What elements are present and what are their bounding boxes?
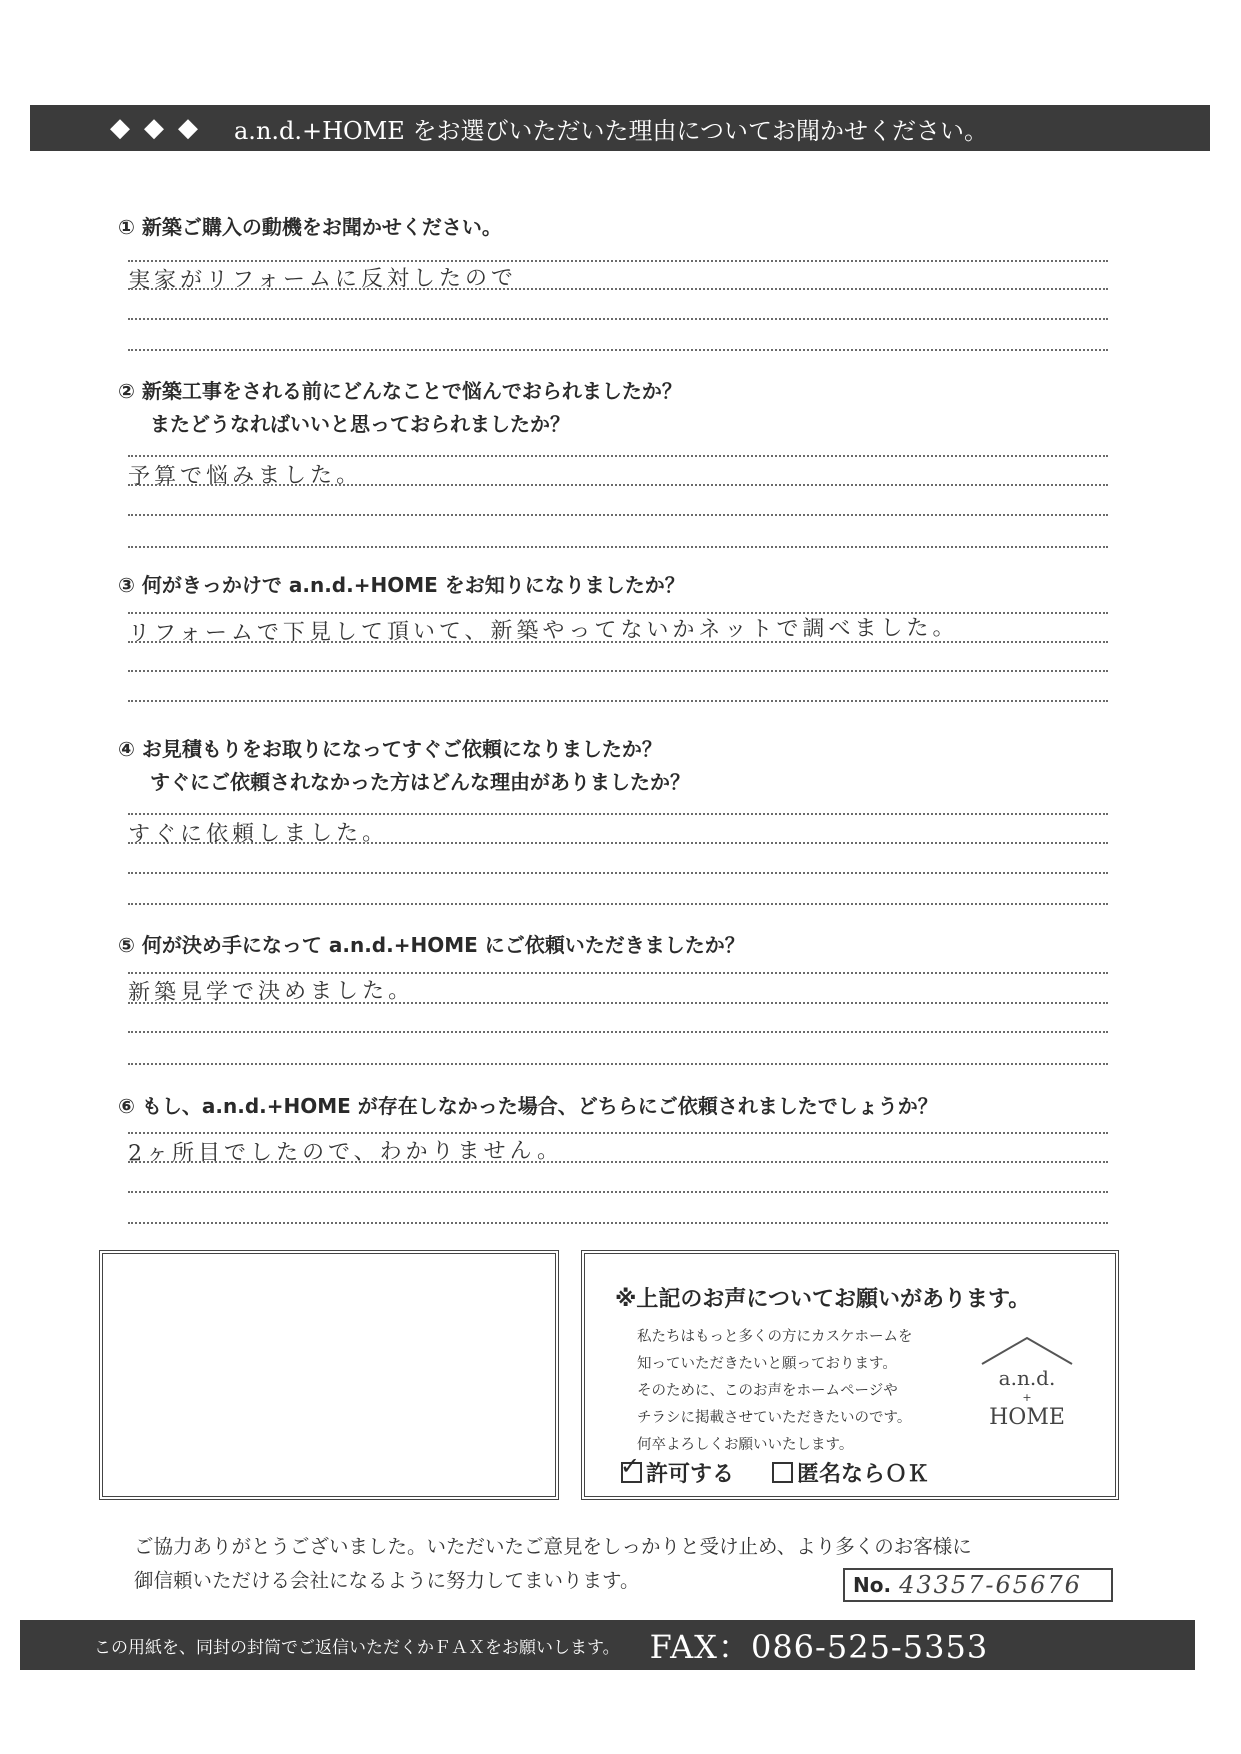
request-body-line: 何卒よろしくお願いいたします。 (637, 1437, 854, 1453)
answer-line (128, 813, 1108, 815)
question-1 (118, 211, 502, 244)
option-anonymous[interactable] (772, 1457, 929, 1488)
answer-line (128, 349, 1108, 351)
doc-number-value: 43357-65676 (899, 1571, 1082, 1599)
question-2-subtext: またどうなればいいと思っておられましたか？ (150, 412, 570, 436)
option-allow-label: 許可する (646, 1462, 735, 1487)
doc-number-label: No. (853, 1573, 892, 1597)
answer-4: すぐに依頼しました。 (127, 820, 389, 848)
header-banner (30, 105, 1210, 151)
answer-line (128, 1222, 1108, 1224)
answer-line (128, 1132, 1108, 1134)
answer-line (128, 872, 1108, 874)
publication-request-box (581, 1250, 1119, 1500)
footer-instructions: この用紙を、同封の封筒でご返信いただくかＦＡＸをお願いします。 (94, 1637, 620, 1658)
footer-banner (20, 1620, 1195, 1670)
request-body-line: チラシに掲載させていただきたいのです。 (637, 1410, 912, 1426)
answer-line (128, 1063, 1108, 1065)
answer-line (128, 670, 1108, 672)
house-roof-icon (972, 1330, 1082, 1370)
answer-line (128, 1031, 1108, 1033)
thanks-line: 御信頼いただける会社になるように努力してまいります。 (134, 1569, 640, 1592)
answer-line (128, 1191, 1108, 1193)
anonymous-checkbox[interactable] (772, 1462, 793, 1483)
request-body-line: 知っていただきたいと願っております。 (637, 1356, 897, 1372)
question-4-subtext: すぐにご依頼されなかった方はどんな理由がありましたか？ (150, 770, 690, 794)
request-title: ※上記のお声についてお願いがあります。 (615, 1287, 1031, 1312)
answer-line (128, 260, 1108, 262)
answer-2: 予算で悩みました。 (127, 462, 363, 490)
answer-6: 2ヶ所目でしたので、わかりません。 (127, 1138, 563, 1167)
request-body-line: そのために、このお声をホームページや (637, 1383, 898, 1399)
check-mark-icon: ✓ (620, 1452, 641, 1480)
answer-line (128, 288, 1108, 290)
question-3-text: ③ 何がきっかけで a.n.d.+HOME をお知りになりましたか？ (118, 573, 685, 597)
question-4 (118, 733, 690, 799)
answer-3: リフォームで下見して頂いて、新築やってないかネットで調べました。 (127, 615, 959, 647)
question-5-text: ⑤ 何が決め手になって a.n.d.+HOME にご依頼いただきましたか？ (118, 933, 745, 957)
answer-line (128, 700, 1108, 702)
answer-1: 実家がリフォームに反対したので (127, 265, 518, 294)
thanks-line: ご協力ありがとうございました。いただいたご意見をしっかりと受け止め、より多くのお客様に (134, 1535, 972, 1558)
question-1-text: ① 新築ご購入の動機をお聞かせください。 (118, 215, 502, 239)
answer-line (128, 484, 1108, 486)
comment-box (99, 1250, 559, 1500)
question-3 (118, 569, 685, 602)
answer-line (128, 612, 1108, 614)
option-allow[interactable] (620, 1452, 735, 1488)
allow-checkbox[interactable] (620, 1452, 642, 1483)
answer-line (128, 514, 1108, 516)
logo-home-text: HOME (989, 1405, 1065, 1430)
consent-options (620, 1452, 930, 1488)
answer-line (128, 972, 1108, 974)
answer-line (128, 1002, 1108, 1004)
question-4-text: ④ お見積もりをお取りになってすぐご依頼になりましたか？ (118, 737, 662, 761)
answer-line (128, 842, 1108, 844)
fax-number: FAX：086-525-5353 (649, 1628, 989, 1666)
question-6-text: ⑥ もし、a.n.d.+HOME が存在しなかった場合、どちらにご依頼されましたでしょうか？ (118, 1094, 938, 1118)
question-2 (118, 375, 682, 441)
request-body (637, 1324, 913, 1459)
answer-line (128, 455, 1108, 457)
question-6 (118, 1090, 938, 1123)
logo-and-text: a.n.d. (998, 1366, 1056, 1390)
answer-5: 新築見学で決めました。 (127, 978, 415, 1006)
answer-line (128, 641, 1108, 643)
answer-line (128, 1161, 1108, 1163)
option-anonymous-label: 匿名ならＯＫ (797, 1462, 930, 1487)
company-logo (972, 1330, 1082, 1440)
diamond-icons: ◆◆◆ (110, 113, 212, 143)
document-number (843, 1568, 1113, 1602)
request-body-line: 私たちはもっと多くの方にカスケホームを (637, 1329, 913, 1345)
answer-line (128, 318, 1108, 320)
question-5 (118, 929, 745, 962)
answer-line (128, 546, 1108, 548)
question-2-text: ② 新築工事をされる前にどんなことで悩んでおられましたか？ (118, 379, 682, 403)
logo-plus-text: + (1022, 1391, 1032, 1404)
answer-line (128, 903, 1108, 905)
banner-title: a.n.d.+HOME をお選びいただいた理由についてお聞かせください。 (234, 116, 988, 145)
